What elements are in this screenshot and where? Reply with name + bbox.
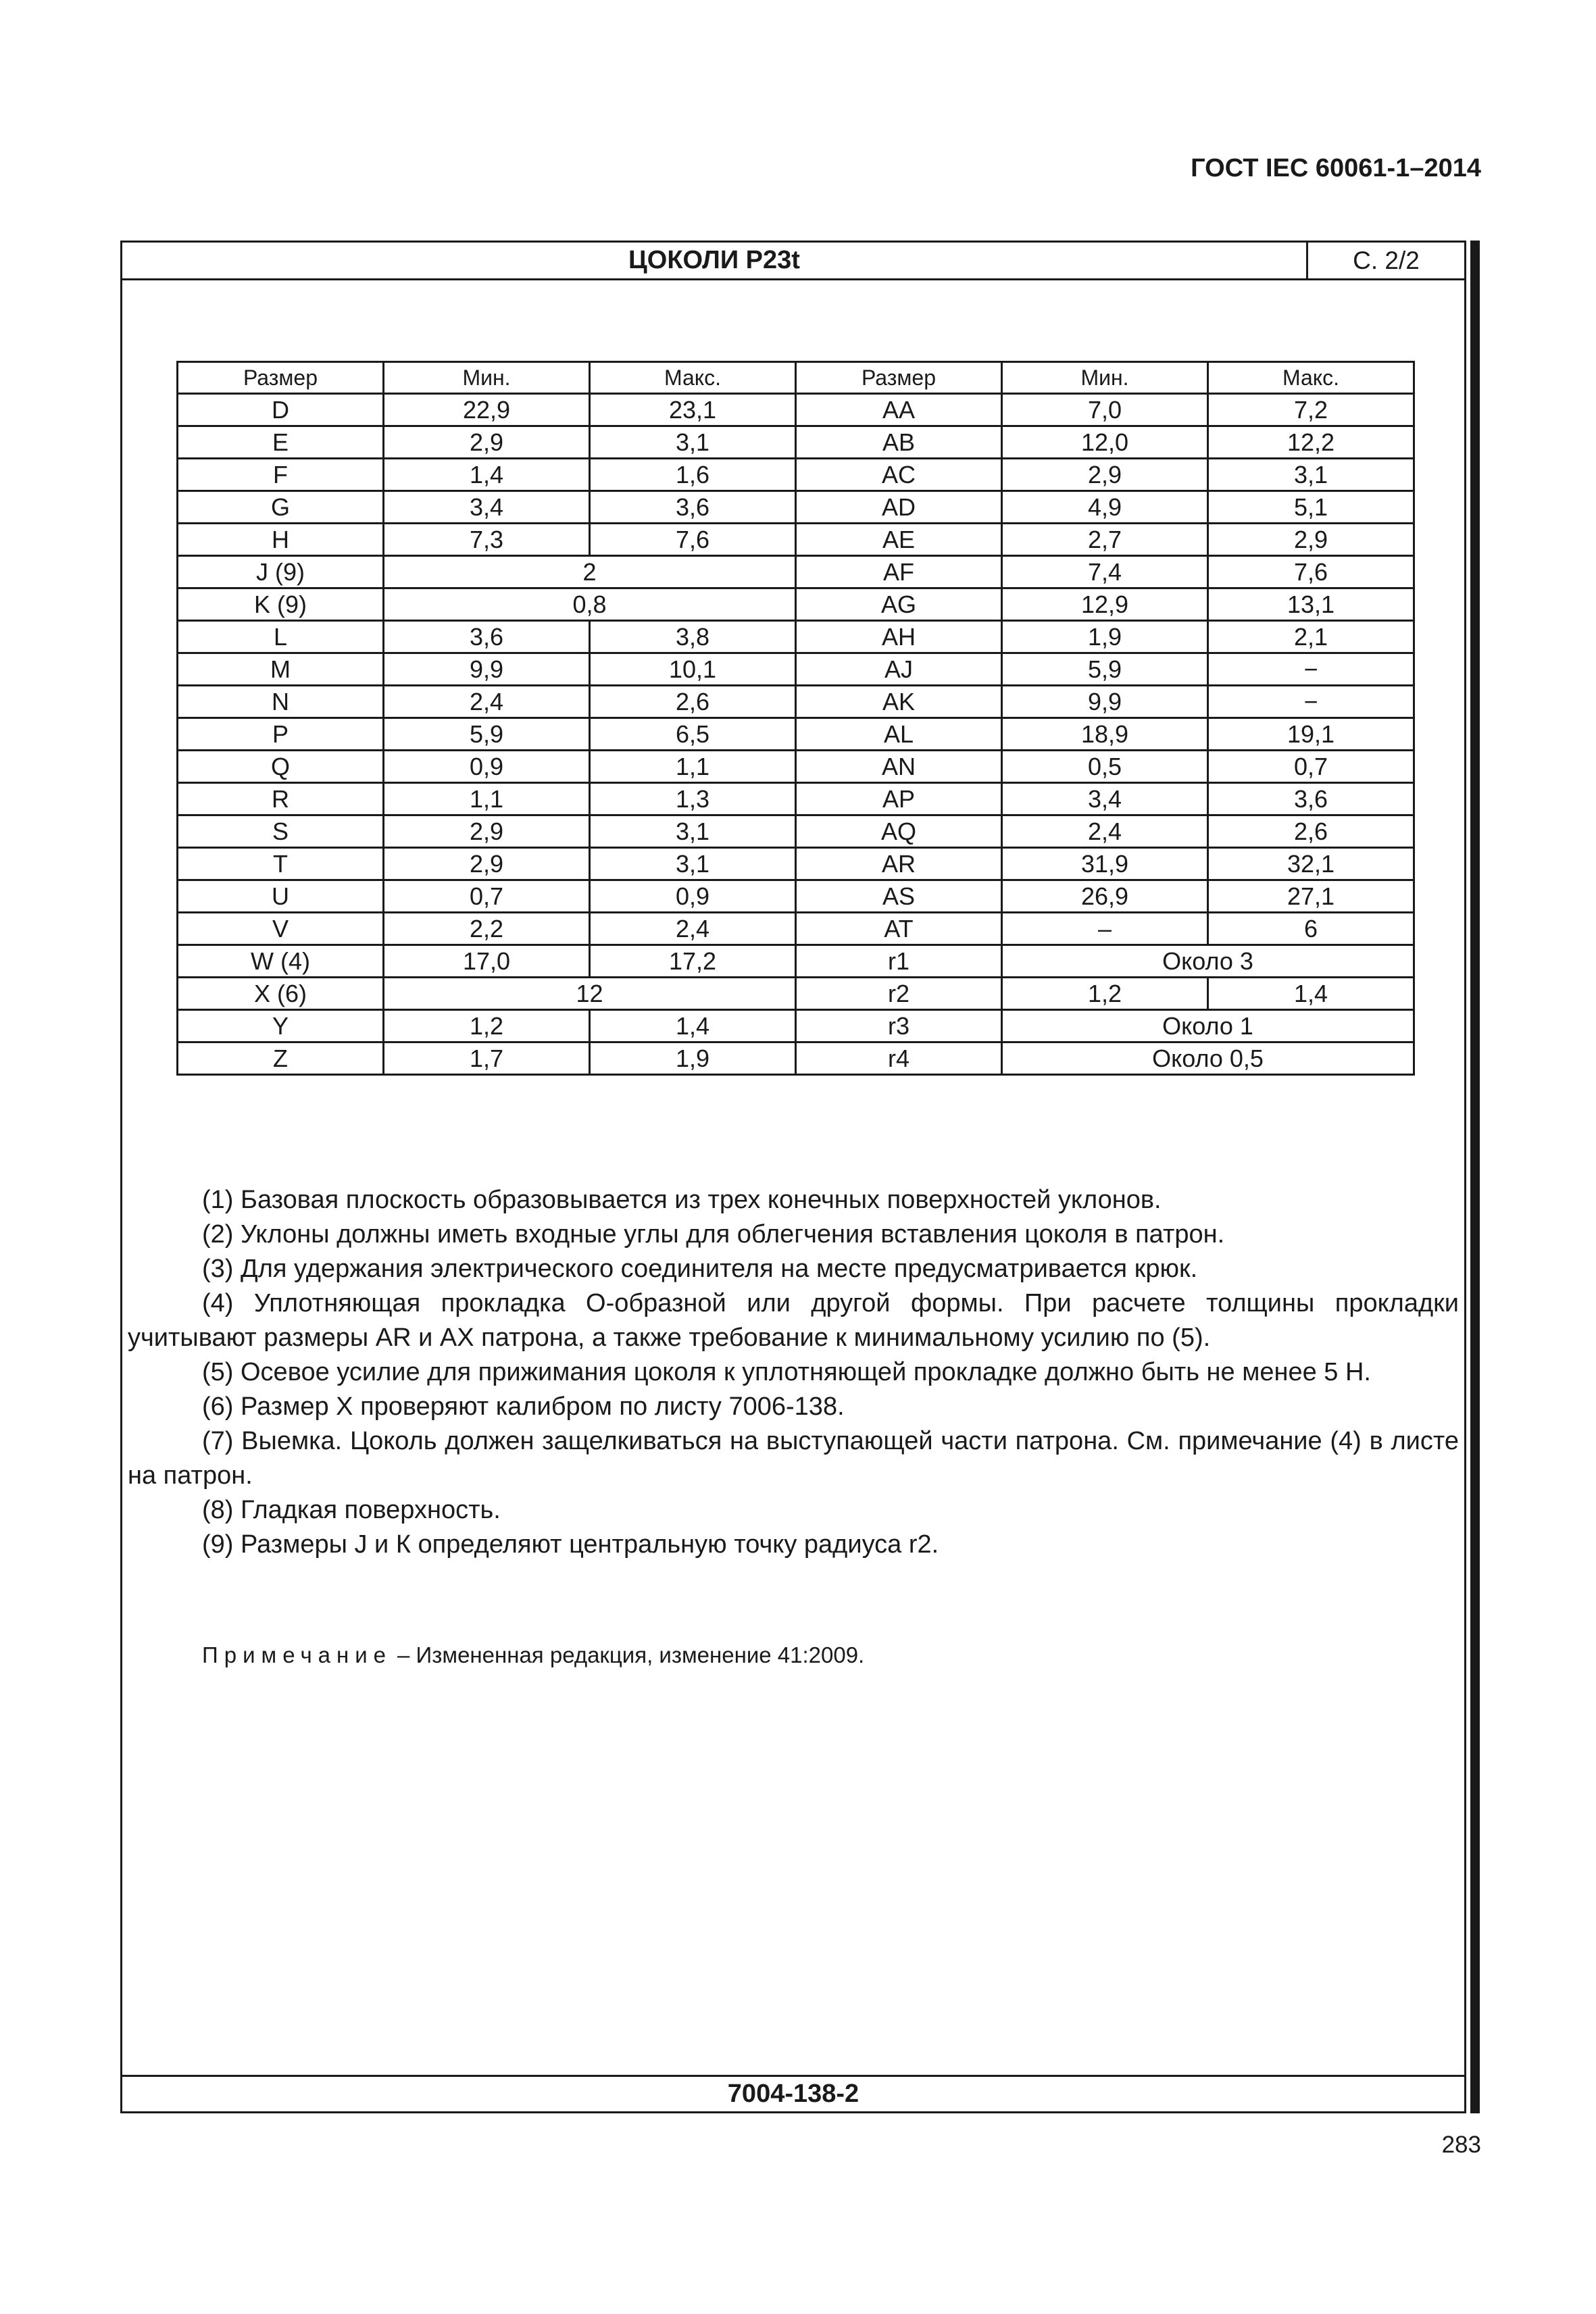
table-cell: 9,9 xyxy=(1002,686,1208,718)
table-cell: T xyxy=(178,848,384,880)
table-header-row xyxy=(178,362,1414,394)
note-item: (8) Гладкая поверхность. xyxy=(202,1496,501,1524)
table-cell: AH xyxy=(796,621,1002,653)
column-header: Макс. xyxy=(590,362,796,394)
table-cell: 26,9 xyxy=(1002,880,1208,913)
table-cell: AP xyxy=(796,783,1002,815)
table-cell: M xyxy=(178,653,384,686)
table-cell: Около 1 xyxy=(1002,1010,1414,1042)
table-cell: G xyxy=(178,491,384,524)
table-cell: X (6) xyxy=(178,978,384,1010)
table-cell: 0,7 xyxy=(1208,751,1414,783)
table-cell: AR xyxy=(796,848,1002,880)
table-row xyxy=(178,524,1414,556)
table-row xyxy=(178,1042,1414,1075)
table-row xyxy=(178,426,1414,459)
table-cell: 27,1 xyxy=(1208,880,1414,913)
table-row xyxy=(178,1010,1414,1042)
table-cell: L xyxy=(178,621,384,653)
table-cell: 31,9 xyxy=(1002,848,1208,880)
table-cell: AC xyxy=(796,459,1002,491)
table-cell: 3,4 xyxy=(1002,783,1208,815)
table-body xyxy=(178,394,1414,1075)
table-row xyxy=(178,459,1414,491)
table-cell: – xyxy=(1002,913,1208,945)
table-cell: 2,9 xyxy=(384,426,590,459)
table-cell: 3,6 xyxy=(590,491,796,524)
table-cell: 0,9 xyxy=(384,751,590,783)
column-header: Мин. xyxy=(1002,362,1208,394)
table-cell: AJ xyxy=(796,653,1002,686)
table-row xyxy=(178,783,1414,815)
standard-code: ГОСТ IEC 60061-1–2014 xyxy=(1191,154,1481,182)
table-row xyxy=(178,848,1414,880)
table-cell: − xyxy=(1208,653,1414,686)
sheet-edge-bar xyxy=(1470,241,1480,2113)
note-item: (2) Уклоны должны иметь входные углы для облегчения вставления цоколя в патрон. xyxy=(202,1220,1225,1249)
table-cell: 2,9 xyxy=(1002,459,1208,491)
table-cell: 1,7 xyxy=(384,1042,590,1075)
notes-block xyxy=(128,1183,1459,1562)
note-item: (6) Размер X проверяют калибром по листу 7006-138. xyxy=(202,1392,845,1421)
table-cell: Q xyxy=(178,751,384,783)
table-cell: 12,9 xyxy=(1002,588,1208,621)
table-cell: H xyxy=(178,524,384,556)
table-cell: AS xyxy=(796,880,1002,913)
table-row xyxy=(178,394,1414,426)
sheet-title: ЦОКОЛИ P23t xyxy=(628,246,800,274)
table-cell: S xyxy=(178,815,384,848)
table-cell: AK xyxy=(796,686,1002,718)
table-cell: 2,1 xyxy=(1208,621,1414,653)
table-cell: 2,4 xyxy=(384,686,590,718)
table-cell: 17,0 xyxy=(384,945,590,978)
remark-label: Примечание xyxy=(202,1642,393,1667)
table-cell: F xyxy=(178,459,384,491)
table-cell: V xyxy=(178,913,384,945)
table-cell: J (9) xyxy=(178,556,384,588)
table-cell: 2,9 xyxy=(384,815,590,848)
table-cell: 12,2 xyxy=(1208,426,1414,459)
table-cell: 3,8 xyxy=(590,621,796,653)
column-header: Размер xyxy=(796,362,1002,394)
note-item: (3) Для удержания электрического соединителя на месте предусматривается крюк. xyxy=(202,1255,1198,1283)
table-cell: AE xyxy=(796,524,1002,556)
table-cell: W (4) xyxy=(178,945,384,978)
note-item: (5) Осевое усилие для прижимания цоколя к уплотняющей прокладке должно быть не менее 5 Н. xyxy=(202,1358,1371,1386)
table-row xyxy=(178,588,1414,621)
table-cell: 5,1 xyxy=(1208,491,1414,524)
table-cell: 2,4 xyxy=(590,913,796,945)
column-header: Размер xyxy=(178,362,384,394)
table-cell: 7,6 xyxy=(590,524,796,556)
table-cell: 13,1 xyxy=(1208,588,1414,621)
table-cell: r3 xyxy=(796,1010,1002,1042)
table-cell: P xyxy=(178,718,384,751)
sheet-frame xyxy=(120,241,1466,2113)
table-cell: r2 xyxy=(796,978,1002,1010)
table-row xyxy=(178,751,1414,783)
table-cell: 2,7 xyxy=(1002,524,1208,556)
table-cell: 0,7 xyxy=(384,880,590,913)
table-cell: Около 0,5 xyxy=(1002,1042,1414,1075)
table-cell: 1,4 xyxy=(590,1010,796,1042)
table-cell: 7,3 xyxy=(384,524,590,556)
table-cell: 3,6 xyxy=(1208,783,1414,815)
table-cell: 18,9 xyxy=(1002,718,1208,751)
table-row xyxy=(178,913,1414,945)
table-cell: E xyxy=(178,426,384,459)
table-cell: N xyxy=(178,686,384,718)
table-cell: 2,4 xyxy=(1002,815,1208,848)
table-row xyxy=(178,880,1414,913)
table-row xyxy=(178,556,1414,588)
table-cell: 2,6 xyxy=(590,686,796,718)
table-cell: 7,6 xyxy=(1208,556,1414,588)
table-row xyxy=(178,815,1414,848)
table-cell: 1,1 xyxy=(384,783,590,815)
table-cell: 3,1 xyxy=(1208,459,1414,491)
note-item: (4) Уплотняющая прокладка О-образной или другой формы. При расчете толщины прокладки учитывают размеры AR и AX патрона, а также требование к минимальному усилию по (5). xyxy=(128,1289,1459,1352)
table-cell: 3,6 xyxy=(384,621,590,653)
table-row xyxy=(178,491,1414,524)
table-cell: 2,2 xyxy=(384,913,590,945)
table-cell: r1 xyxy=(796,945,1002,978)
sheet-page-label: С. 2/2 xyxy=(1306,243,1464,278)
table-cell: 1,4 xyxy=(384,459,590,491)
table-cell: 2,9 xyxy=(384,848,590,880)
table-cell: 5,9 xyxy=(1002,653,1208,686)
table-cell: AL xyxy=(796,718,1002,751)
table-cell: − xyxy=(1208,686,1414,718)
table-cell: 1,1 xyxy=(590,751,796,783)
table-cell: 23,1 xyxy=(590,394,796,426)
table-row xyxy=(178,686,1414,718)
column-header: Мин. xyxy=(384,362,590,394)
table-cell: 3,1 xyxy=(590,426,796,459)
table-cell: 2,9 xyxy=(1208,524,1414,556)
table-cell: 6,5 xyxy=(590,718,796,751)
column-header: Макс. xyxy=(1208,362,1414,394)
table-cell: 22,9 xyxy=(384,394,590,426)
table-cell: Около 3 xyxy=(1002,945,1414,978)
table-row xyxy=(178,978,1414,1010)
table-cell: D xyxy=(178,394,384,426)
table-cell: r4 xyxy=(796,1042,1002,1075)
table-cell: 0,5 xyxy=(1002,751,1208,783)
table-cell: 12,0 xyxy=(1002,426,1208,459)
table-cell: AA xyxy=(796,394,1002,426)
table-cell: K (9) xyxy=(178,588,384,621)
remark xyxy=(202,1642,864,1668)
note-item: (1) Базовая плоскость образовывается из трех конечных поверхностей уклонов. xyxy=(202,1186,1162,1214)
sheet-header xyxy=(122,243,1464,280)
table-cell: AG xyxy=(796,588,1002,621)
table-row xyxy=(178,621,1414,653)
table-cell: 1,3 xyxy=(590,783,796,815)
table-row xyxy=(178,653,1414,686)
table-cell: Y xyxy=(178,1010,384,1042)
table-cell: AT xyxy=(796,913,1002,945)
table-cell: 10,1 xyxy=(590,653,796,686)
table-cell: 2,6 xyxy=(1208,815,1414,848)
table-cell: 7,2 xyxy=(1208,394,1414,426)
table-cell: 2 xyxy=(384,556,796,588)
table-cell: Z xyxy=(178,1042,384,1075)
table-cell: AF xyxy=(796,556,1002,588)
table-cell: 3,4 xyxy=(384,491,590,524)
table-cell: 1,4 xyxy=(1208,978,1414,1010)
table-cell: 17,2 xyxy=(590,945,796,978)
table-cell: 7,0 xyxy=(1002,394,1208,426)
table-cell: 4,9 xyxy=(1002,491,1208,524)
table-cell: 0,8 xyxy=(384,588,796,621)
table-cell: AQ xyxy=(796,815,1002,848)
table-cell: 6 xyxy=(1208,913,1414,945)
table-cell: 12 xyxy=(384,978,796,1010)
table-cell: 1,6 xyxy=(590,459,796,491)
table-cell: 0,9 xyxy=(590,880,796,913)
table-row xyxy=(178,945,1414,978)
table-cell: 19,1 xyxy=(1208,718,1414,751)
table-cell: 5,9 xyxy=(384,718,590,751)
table-cell: 1,9 xyxy=(590,1042,796,1075)
table-cell: AN xyxy=(796,751,1002,783)
page-number: 283 xyxy=(1441,2132,1481,2158)
table-cell: 1,9 xyxy=(1002,621,1208,653)
table-cell: 3,1 xyxy=(590,848,796,880)
table-cell: 1,2 xyxy=(384,1010,590,1042)
note-item: (9) Размеры J и К определяют центральную точку радиуса r2. xyxy=(202,1530,939,1559)
table-cell: U xyxy=(178,880,384,913)
dimensions-table xyxy=(176,361,1415,1076)
table-cell: 3,1 xyxy=(590,815,796,848)
table-cell: 7,4 xyxy=(1002,556,1208,588)
table-cell: R xyxy=(178,783,384,815)
table-cell: AB xyxy=(796,426,1002,459)
table-cell: AD xyxy=(796,491,1002,524)
table-cell: 9,9 xyxy=(384,653,590,686)
table-row xyxy=(178,718,1414,751)
note-item: (7) Выемка. Цоколь должен защелкиваться на выступающей части патрона. См. примечание (4) в листе на патрон. xyxy=(128,1427,1459,1490)
table-cell: 32,1 xyxy=(1208,848,1414,880)
table-cell: 1,2 xyxy=(1002,978,1208,1010)
sheet-number: 7004-138-2 xyxy=(122,2075,1464,2111)
remark-text: – Измененная редакция, изменение 41:2009. xyxy=(397,1642,865,1667)
